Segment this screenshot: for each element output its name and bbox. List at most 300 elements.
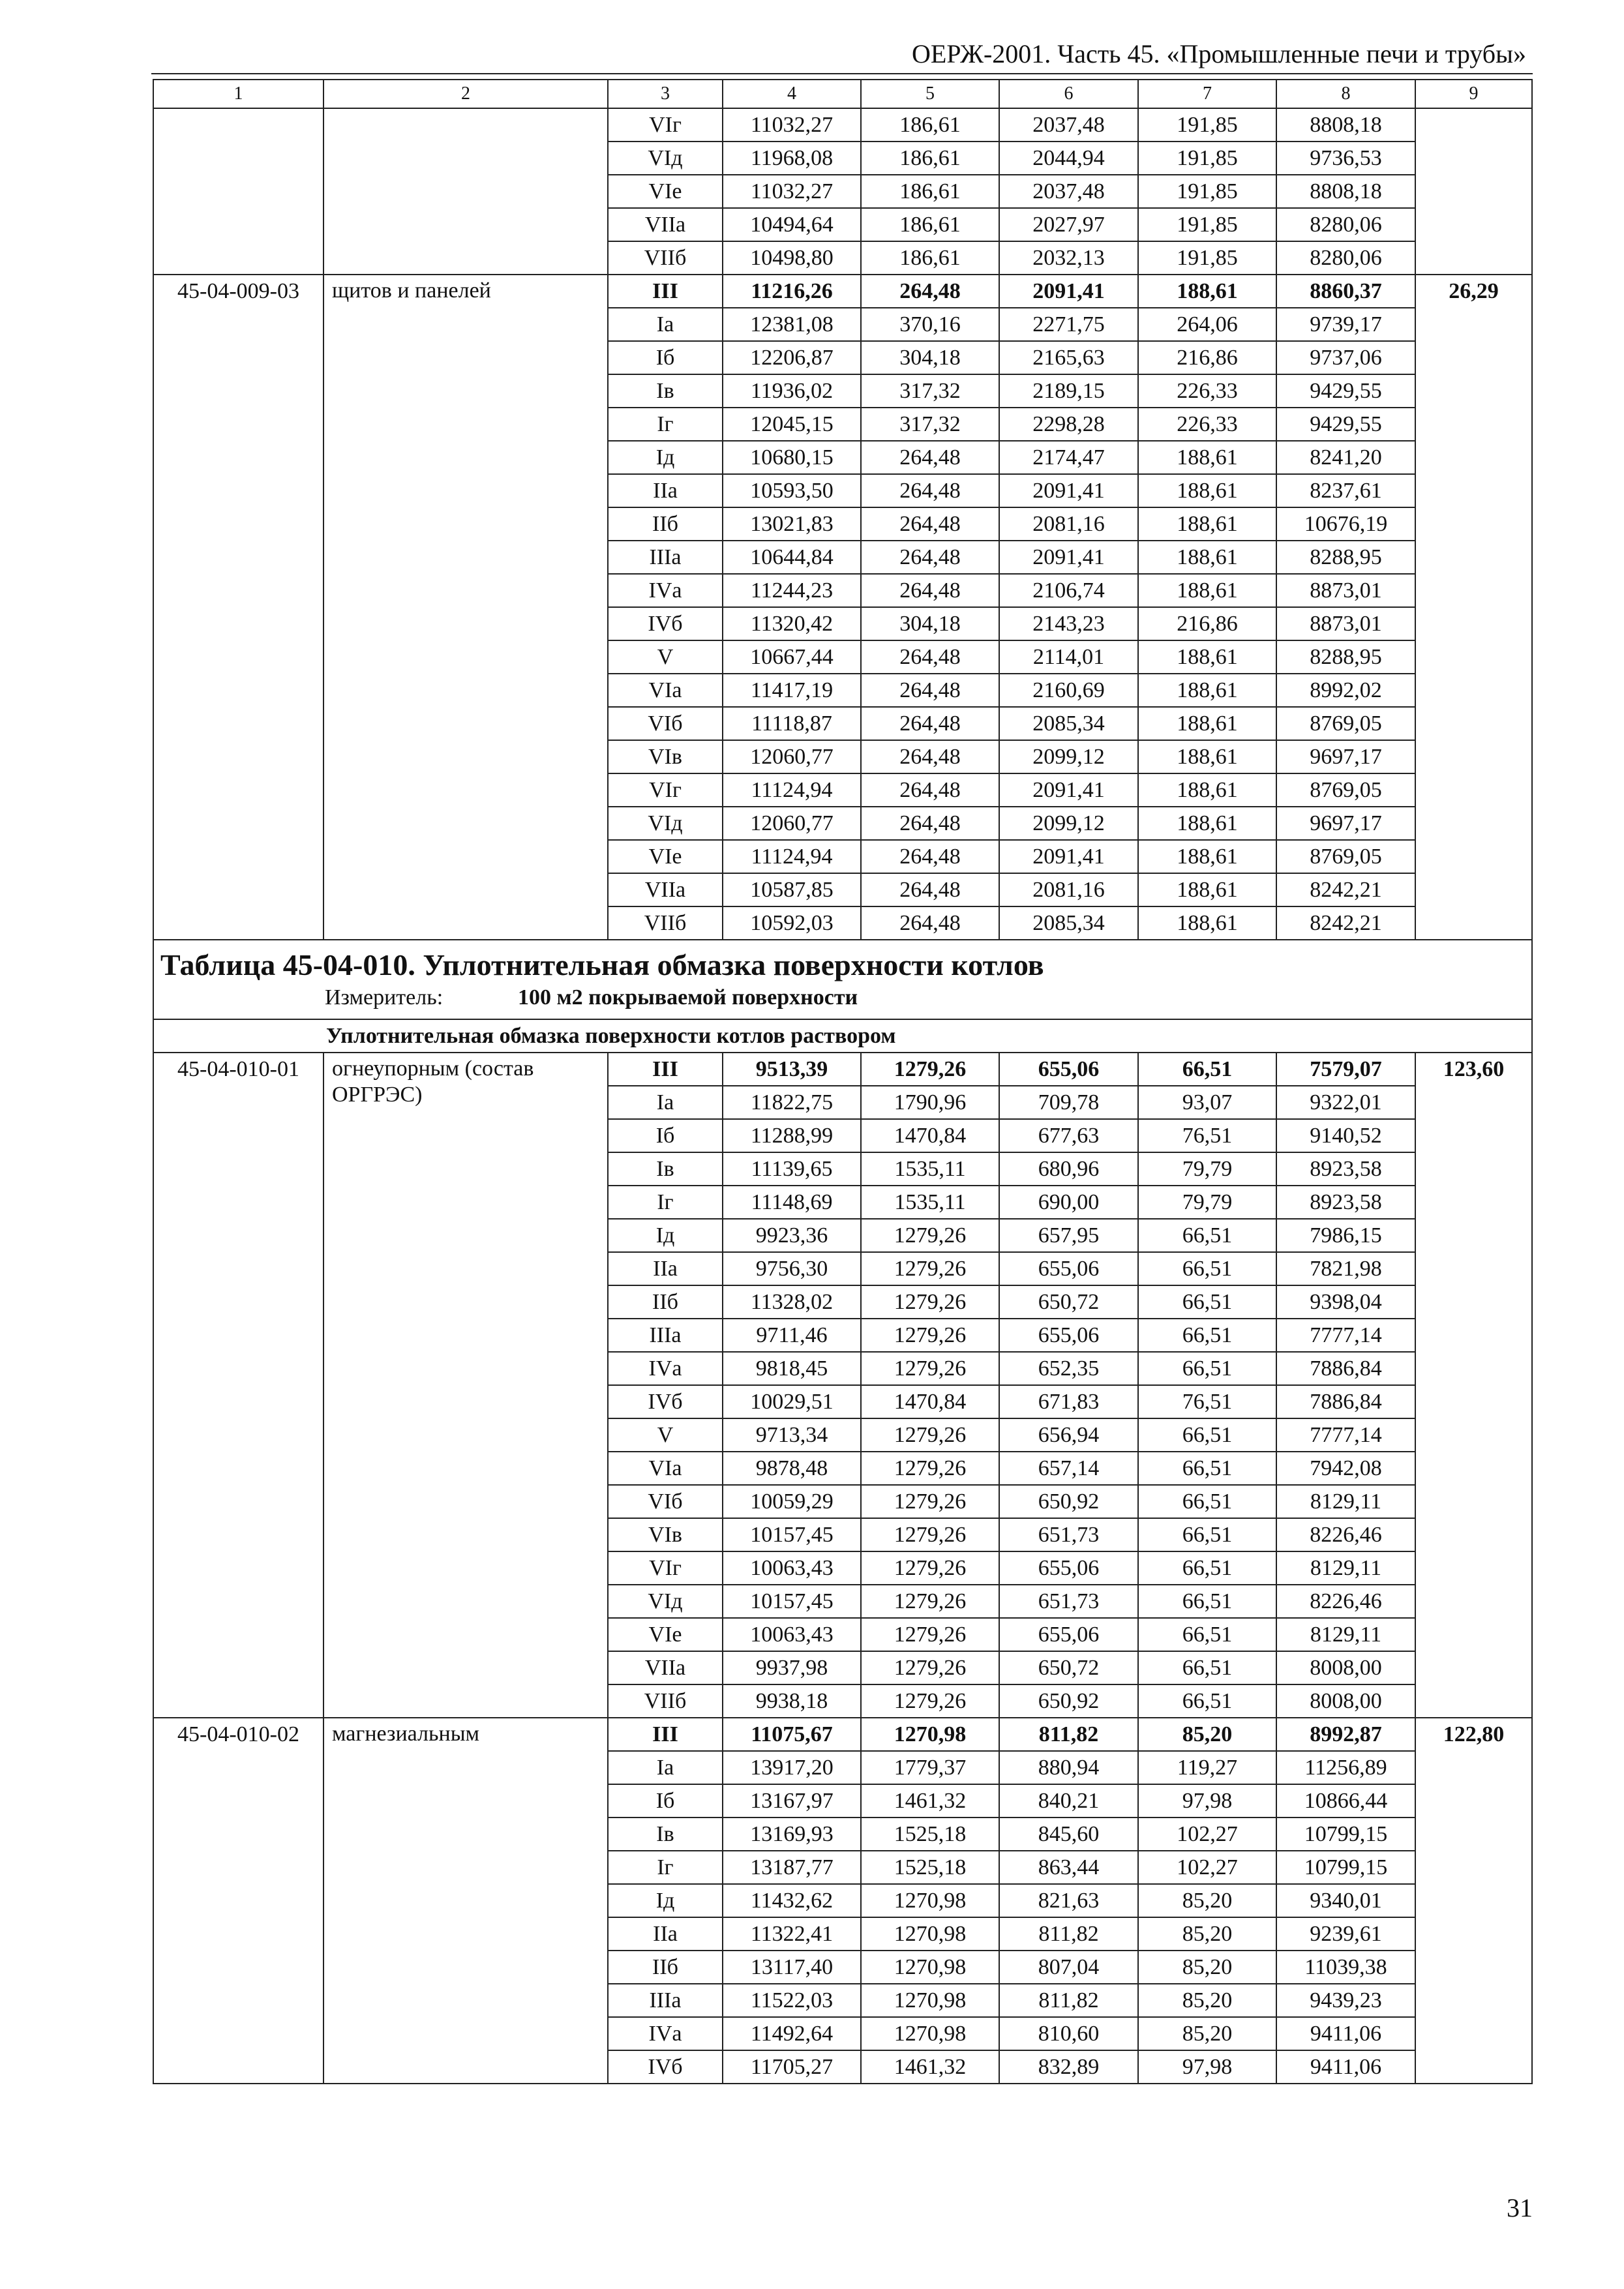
zone-cell: IIIа (608, 1319, 723, 1352)
value-cell: 2106,74 (999, 574, 1138, 607)
description-cell: магнезиальным (323, 1718, 608, 2084)
value-cell: 10676,19 (1276, 507, 1415, 541)
zone-cell: Iв (608, 1152, 723, 1186)
value-cell: 2143,23 (999, 607, 1138, 640)
column-number: 5 (861, 80, 999, 108)
value-cell: 2091,41 (999, 474, 1138, 507)
value-cell: 85,20 (1138, 1917, 1276, 1951)
value-cell: 10157,45 (723, 1518, 861, 1551)
value-cell: 7886,84 (1276, 1385, 1415, 1418)
value-cell: 188,61 (1138, 906, 1276, 940)
value-cell: 8860,37 (1276, 275, 1415, 308)
value-cell: 66,51 (1138, 1585, 1276, 1618)
zone-cell: V (608, 1418, 723, 1452)
value-cell: 7942,08 (1276, 1452, 1415, 1485)
value-cell: 186,61 (861, 208, 999, 241)
value-cell: 76,51 (1138, 1385, 1276, 1418)
value-cell: 8873,01 (1276, 574, 1415, 607)
zone-cell: IIIа (608, 541, 723, 574)
value-cell: 7986,15 (1276, 1219, 1415, 1252)
value-cell: 66,51 (1138, 1551, 1276, 1585)
value-cell: 11139,65 (723, 1152, 861, 1186)
value-cell: 656,94 (999, 1418, 1138, 1452)
value-cell: 8769,05 (1276, 840, 1415, 873)
value-cell: 650,72 (999, 1285, 1138, 1319)
value-cell: 832,89 (999, 2050, 1138, 2084)
code-cell (153, 108, 323, 275)
value-cell: 655,06 (999, 1053, 1138, 1086)
value-cell: 655,06 (999, 1551, 1138, 1585)
value-cell: 11492,64 (723, 2017, 861, 2050)
value-cell: 12381,08 (723, 308, 861, 341)
value-cell: 2027,97 (999, 208, 1138, 241)
page-number: 31 (1507, 2193, 1533, 2222)
value-cell: 1270,98 (861, 1884, 999, 1917)
value-cell: 66,51 (1138, 1219, 1276, 1252)
value-cell: 811,82 (999, 1718, 1138, 1751)
value-cell: 264,48 (861, 773, 999, 807)
zone-cell: VIе (608, 1618, 723, 1651)
value-cell: 264,48 (861, 906, 999, 940)
value-cell: 102,27 (1138, 1851, 1276, 1884)
zone-cell: Iб (608, 1784, 723, 1818)
value-cell: 9739,17 (1276, 308, 1415, 341)
value-cell: 10680,15 (723, 441, 861, 474)
value-cell: 186,61 (861, 142, 999, 175)
value-cell: 264,48 (861, 574, 999, 607)
value-cell: 11244,23 (723, 574, 861, 607)
table-row (153, 108, 1532, 142)
value-cell: 85,20 (1138, 1951, 1276, 1984)
zone-cell: IVб (608, 2050, 723, 2084)
value-cell: 8129,11 (1276, 1551, 1415, 1585)
value-cell: 264,48 (861, 474, 999, 507)
value-cell: 8129,11 (1276, 1485, 1415, 1518)
value-cell: 191,85 (1138, 241, 1276, 275)
value-cell: 66,51 (1138, 1485, 1276, 1518)
value-cell: 2099,12 (999, 807, 1138, 840)
value-cell: 2037,48 (999, 108, 1138, 142)
value-cell: 10644,84 (723, 541, 861, 574)
value-cell: 85,20 (1138, 2017, 1276, 2050)
value-cell: 650,72 (999, 1651, 1138, 1684)
value-cell: 1279,26 (861, 1452, 999, 1485)
value-cell: 1279,26 (861, 1618, 999, 1651)
zone-cell: VIIа (608, 1651, 723, 1684)
value-cell: 9322,01 (1276, 1086, 1415, 1119)
value-cell: 188,61 (1138, 541, 1276, 574)
value-cell: 671,83 (999, 1385, 1138, 1418)
value-cell: 2271,75 (999, 308, 1138, 341)
value-cell: 1270,98 (861, 2017, 999, 2050)
zone-cell: IIа (608, 474, 723, 507)
value-cell: 188,61 (1138, 507, 1276, 541)
value-cell: 1279,26 (861, 1485, 999, 1518)
zone-cell: VIг (608, 1551, 723, 1585)
value-cell: 9937,98 (723, 1651, 861, 1684)
value-cell: 8008,00 (1276, 1651, 1415, 1684)
value-cell: 2081,16 (999, 507, 1138, 541)
subheading-row (153, 1019, 1532, 1053)
col9-cell: 123,60 (1415, 1053, 1532, 1718)
value-cell: 810,60 (999, 2017, 1138, 2050)
value-cell: 8241,20 (1276, 441, 1415, 474)
table-row (153, 275, 1532, 308)
zone-cell: IVб (608, 607, 723, 640)
value-cell: 188,61 (1138, 441, 1276, 474)
value-cell: 2085,34 (999, 906, 1138, 940)
value-cell: 709,78 (999, 1086, 1138, 1119)
col9-cell: 26,29 (1415, 275, 1532, 940)
value-cell: 7886,84 (1276, 1352, 1415, 1385)
value-cell: 11075,67 (723, 1718, 861, 1751)
value-cell: 863,44 (999, 1851, 1138, 1884)
value-cell: 186,61 (861, 108, 999, 142)
value-cell: 188,61 (1138, 474, 1276, 507)
value-cell: 216,86 (1138, 341, 1276, 374)
value-cell: 9429,55 (1276, 374, 1415, 408)
zone-cell: IIб (608, 507, 723, 541)
value-cell: 11288,99 (723, 1119, 861, 1152)
value-cell: 9239,61 (1276, 1917, 1415, 1951)
value-cell: 7777,14 (1276, 1418, 1415, 1452)
value-cell: 2091,41 (999, 541, 1138, 574)
column-number: 6 (999, 80, 1138, 108)
value-cell: 2037,48 (999, 175, 1138, 208)
value-cell: 66,51 (1138, 1285, 1276, 1319)
zone-cell: Iд (608, 1219, 723, 1252)
value-cell: 186,61 (861, 241, 999, 275)
value-cell: 10157,45 (723, 1585, 861, 1618)
value-cell: 2091,41 (999, 275, 1138, 308)
value-cell: 191,85 (1138, 175, 1276, 208)
column-number: 7 (1138, 80, 1276, 108)
value-cell: 226,33 (1138, 408, 1276, 441)
value-cell: 10799,15 (1276, 1851, 1415, 1884)
value-cell: 264,48 (861, 807, 999, 840)
zone-cell: Iг (608, 1851, 723, 1884)
value-cell: 264,48 (861, 640, 999, 674)
value-cell: 188,61 (1138, 574, 1276, 607)
zone-cell: Iг (608, 408, 723, 441)
value-cell: 650,92 (999, 1485, 1138, 1518)
zone-cell: Iд (608, 1884, 723, 1917)
col9-cell: 122,80 (1415, 1718, 1532, 2084)
value-cell: 651,73 (999, 1585, 1138, 1618)
value-cell: 188,61 (1138, 773, 1276, 807)
unit-line (160, 985, 1525, 1011)
col9-cell (1415, 108, 1532, 275)
value-cell: 11822,75 (723, 1086, 861, 1119)
description-cell (323, 108, 608, 275)
value-cell: 9736,53 (1276, 142, 1415, 175)
value-cell: 1470,84 (861, 1385, 999, 1418)
value-cell: 7821,98 (1276, 1252, 1415, 1285)
value-cell: 13167,97 (723, 1784, 861, 1818)
value-cell: 11124,94 (723, 840, 861, 873)
value-cell: 1279,26 (861, 1285, 999, 1319)
value-cell: 10866,44 (1276, 1784, 1415, 1818)
value-cell: 845,60 (999, 1818, 1138, 1851)
value-cell: 677,63 (999, 1119, 1138, 1152)
value-cell: 8237,61 (1276, 474, 1415, 507)
value-cell: 11256,89 (1276, 1751, 1415, 1784)
table-title-cell (153, 940, 1532, 1019)
value-cell: 8008,00 (1276, 1684, 1415, 1718)
zone-cell: VIв (608, 1518, 723, 1551)
value-cell: 12060,77 (723, 740, 861, 773)
value-cell: 2091,41 (999, 773, 1138, 807)
value-cell: 8288,95 (1276, 640, 1415, 674)
value-cell: 880,94 (999, 1751, 1138, 1784)
column-number-row (153, 80, 1532, 108)
header-rule (151, 73, 1533, 74)
value-cell: 11417,19 (723, 674, 861, 707)
value-cell: 13917,20 (723, 1751, 861, 1784)
value-cell: 93,07 (1138, 1086, 1276, 1119)
value-cell: 191,85 (1138, 108, 1276, 142)
zone-cell: VIд (608, 1585, 723, 1618)
value-cell: 317,32 (861, 374, 999, 408)
value-cell: 2099,12 (999, 740, 1138, 773)
value-cell: 10029,51 (723, 1385, 861, 1418)
value-cell: 11705,27 (723, 2050, 861, 2084)
value-cell: 13169,93 (723, 1818, 861, 1851)
value-cell: 1470,84 (861, 1119, 999, 1152)
value-cell: 650,92 (999, 1684, 1138, 1718)
value-cell: 1279,26 (861, 1684, 999, 1718)
value-cell: 1279,26 (861, 1053, 999, 1086)
value-cell: 76,51 (1138, 1119, 1276, 1152)
value-cell: 10593,50 (723, 474, 861, 507)
value-cell: 8242,21 (1276, 906, 1415, 940)
value-cell: 8873,01 (1276, 607, 1415, 640)
value-cell: 188,61 (1138, 740, 1276, 773)
column-number: 1 (153, 80, 323, 108)
value-cell: 1270,98 (861, 1718, 999, 1751)
zone-cell: VIIб (608, 1684, 723, 1718)
value-cell: 317,32 (861, 408, 999, 441)
column-number: 4 (723, 80, 861, 108)
zone-cell: IIб (608, 1951, 723, 1984)
value-cell: 11148,69 (723, 1186, 861, 1219)
value-cell: 226,33 (1138, 374, 1276, 408)
value-cell: 2174,47 (999, 441, 1138, 474)
value-cell: 85,20 (1138, 1884, 1276, 1917)
zone-cell: III (608, 1718, 723, 1751)
value-cell: 8808,18 (1276, 108, 1415, 142)
value-cell: 7777,14 (1276, 1319, 1415, 1352)
value-cell: 66,51 (1138, 1418, 1276, 1452)
zone-cell: VIIа (608, 873, 723, 906)
value-cell: 11432,62 (723, 1884, 861, 1917)
code-cell: 45-04-010-02 (153, 1718, 323, 2084)
value-cell: 66,51 (1138, 1618, 1276, 1651)
table-body (153, 80, 1532, 2084)
value-cell: 304,18 (861, 607, 999, 640)
value-cell: 8992,02 (1276, 674, 1415, 707)
zone-cell: VIIб (608, 241, 723, 275)
value-cell: 1279,26 (861, 1352, 999, 1385)
value-cell: 11522,03 (723, 1984, 861, 2017)
value-cell: 1279,26 (861, 1219, 999, 1252)
column-number: 8 (1276, 80, 1415, 108)
value-cell: 12060,77 (723, 807, 861, 840)
code-cell: 45-04-009-03 (153, 275, 323, 940)
value-cell: 657,14 (999, 1452, 1138, 1485)
value-cell: 79,79 (1138, 1186, 1276, 1219)
value-cell: 264,48 (861, 873, 999, 906)
value-cell: 66,51 (1138, 1053, 1276, 1086)
value-cell: 9878,48 (723, 1452, 861, 1485)
running-header: ОЕРЖ-2001. Часть 45. «Промышленные печи и трубы» (911, 39, 1526, 68)
value-cell: 264,06 (1138, 308, 1276, 341)
value-cell: 304,18 (861, 341, 999, 374)
value-cell: 66,51 (1138, 1518, 1276, 1551)
value-cell: 10059,29 (723, 1485, 861, 1518)
value-cell: 186,61 (861, 175, 999, 208)
value-cell: 8226,46 (1276, 1585, 1415, 1618)
value-cell: 66,51 (1138, 1352, 1276, 1385)
subheading: Уплотнительная обмазка поверхности котлов раствором (153, 1019, 1532, 1053)
zone-cell: V (608, 640, 723, 674)
value-cell: 811,82 (999, 1984, 1138, 2017)
value-cell: 2298,28 (999, 408, 1138, 441)
value-cell: 8769,05 (1276, 773, 1415, 807)
value-cell: 66,51 (1138, 1319, 1276, 1352)
value-cell: 1279,26 (861, 1252, 999, 1285)
value-cell: 2189,15 (999, 374, 1138, 408)
value-cell: 690,00 (999, 1186, 1138, 1219)
value-cell: 102,27 (1138, 1818, 1276, 1851)
value-cell: 13187,77 (723, 1851, 861, 1884)
zone-cell: IVа (608, 1352, 723, 1385)
value-cell: 9411,06 (1276, 2017, 1415, 2050)
value-cell: 191,85 (1138, 142, 1276, 175)
value-cell: 1279,26 (861, 1551, 999, 1585)
value-cell: 9411,06 (1276, 2050, 1415, 2084)
value-cell: 821,63 (999, 1884, 1138, 1917)
value-cell: 13117,40 (723, 1951, 861, 1984)
value-cell: 1279,26 (861, 1651, 999, 1684)
value-cell: 8280,06 (1276, 208, 1415, 241)
value-cell: 85,20 (1138, 1718, 1276, 1751)
value-cell: 2044,94 (999, 142, 1138, 175)
value-cell: 840,21 (999, 1784, 1138, 1818)
value-cell: 1279,26 (861, 1418, 999, 1452)
value-cell: 680,96 (999, 1152, 1138, 1186)
table-row (153, 1053, 1532, 1086)
value-cell: 66,51 (1138, 1684, 1276, 1718)
value-cell: 7579,07 (1276, 1053, 1415, 1086)
value-cell: 10587,85 (723, 873, 861, 906)
value-cell: 2160,69 (999, 674, 1138, 707)
zone-cell: VIг (608, 108, 723, 142)
value-cell: 97,98 (1138, 1784, 1276, 1818)
value-cell: 2091,41 (999, 840, 1138, 873)
zone-cell: VIб (608, 1485, 723, 1518)
value-cell: 264,48 (861, 740, 999, 773)
value-cell: 655,06 (999, 1319, 1138, 1352)
value-cell: 11032,27 (723, 108, 861, 142)
unit-value: 100 м2 покрываемой поверхности (518, 985, 858, 1010)
value-cell: 12206,87 (723, 341, 861, 374)
value-cell: 651,73 (999, 1518, 1138, 1551)
table-title-row (153, 940, 1532, 1019)
value-cell: 8129,11 (1276, 1618, 1415, 1651)
value-cell: 8280,06 (1276, 241, 1415, 275)
zone-cell: VIа (608, 674, 723, 707)
zone-cell: IVа (608, 574, 723, 607)
value-cell: 188,61 (1138, 873, 1276, 906)
zone-cell: III (608, 275, 723, 308)
value-cell: 264,48 (861, 541, 999, 574)
value-cell: 1779,37 (861, 1751, 999, 1784)
value-cell: 9513,39 (723, 1053, 861, 1086)
zone-cell: VIIб (608, 906, 723, 940)
value-cell: 9140,52 (1276, 1119, 1415, 1152)
value-cell: 9923,36 (723, 1219, 861, 1252)
value-cell: 10799,15 (1276, 1818, 1415, 1851)
value-cell: 10063,43 (723, 1618, 861, 1651)
value-cell: 9713,34 (723, 1418, 861, 1452)
value-cell: 188,61 (1138, 707, 1276, 740)
value-cell: 9711,46 (723, 1319, 861, 1352)
zone-cell: VIд (608, 807, 723, 840)
value-cell: 97,98 (1138, 2050, 1276, 2084)
value-cell: 11124,94 (723, 773, 861, 807)
value-cell: 9398,04 (1276, 1285, 1415, 1319)
value-cell: 9697,17 (1276, 740, 1415, 773)
value-cell: 1270,98 (861, 1917, 999, 1951)
value-cell: 66,51 (1138, 1651, 1276, 1684)
value-cell: 10592,03 (723, 906, 861, 940)
value-cell: 657,95 (999, 1219, 1138, 1252)
zone-cell: VIд (608, 142, 723, 175)
value-cell: 9818,45 (723, 1352, 861, 1385)
value-cell: 1461,32 (861, 2050, 999, 2084)
zone-cell: IIIа (608, 1984, 723, 2017)
zone-cell: IIа (608, 1252, 723, 1285)
value-cell: 264,48 (861, 707, 999, 740)
value-cell: 11328,02 (723, 1285, 861, 1319)
table-title: Таблица 45-04-010. Уплотнительная обмазка поверхности котлов (160, 948, 1044, 981)
value-cell: 9439,23 (1276, 1984, 1415, 2017)
value-cell: 9697,17 (1276, 807, 1415, 840)
value-cell: 655,06 (999, 1252, 1138, 1285)
value-cell: 1535,11 (861, 1152, 999, 1186)
value-cell: 1535,11 (861, 1186, 999, 1219)
value-cell: 216,86 (1138, 607, 1276, 640)
zone-cell: IVб (608, 1385, 723, 1418)
value-cell: 8288,95 (1276, 541, 1415, 574)
value-cell: 1270,98 (861, 1951, 999, 1984)
value-cell: 2085,34 (999, 707, 1138, 740)
zone-cell: Iа (608, 1086, 723, 1119)
column-number: 3 (608, 80, 723, 108)
zone-cell: VIа (608, 1452, 723, 1485)
code-cell: 45-04-010-01 (153, 1053, 323, 1718)
value-cell: 264,48 (861, 275, 999, 308)
zone-cell: VIе (608, 175, 723, 208)
zone-cell: IVа (608, 2017, 723, 2050)
zone-cell: Iб (608, 341, 723, 374)
value-cell: 1525,18 (861, 1851, 999, 1884)
zone-cell: Iа (608, 1751, 723, 1784)
value-cell: 2081,16 (999, 873, 1138, 906)
value-cell: 9737,06 (1276, 341, 1415, 374)
zone-cell: IIб (608, 1285, 723, 1319)
